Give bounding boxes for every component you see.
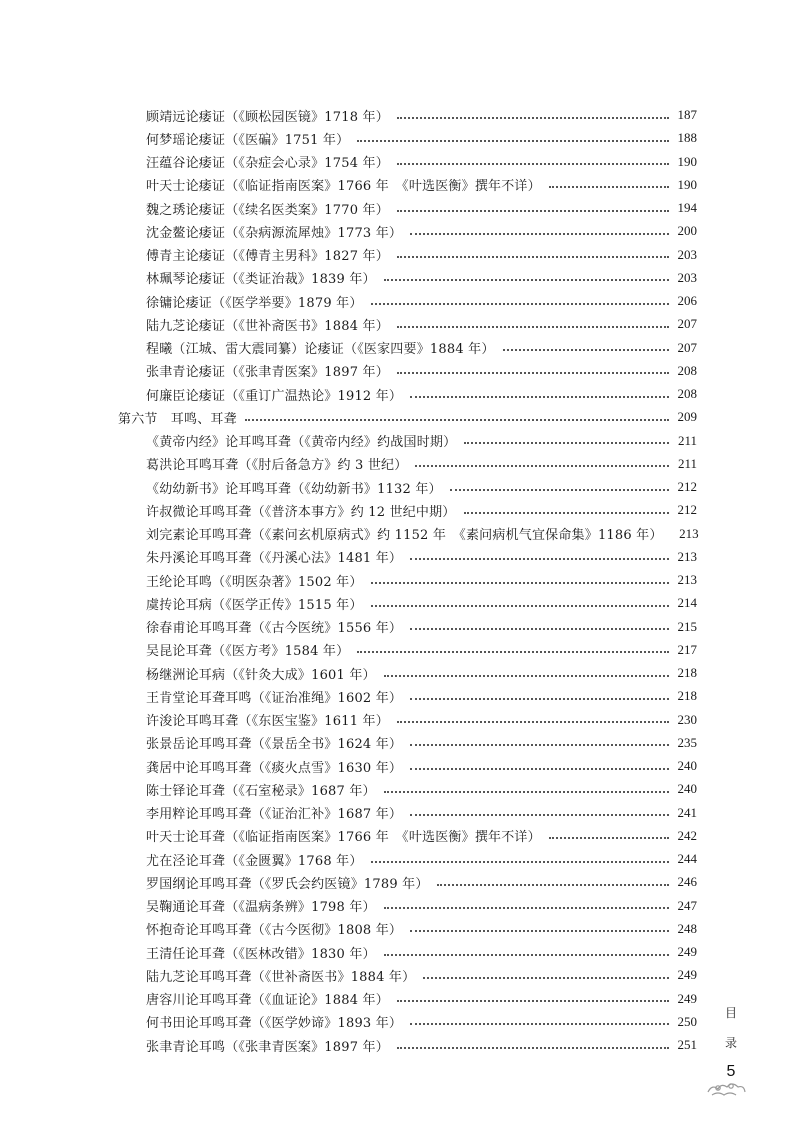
toc-entry-title: 罗国纲论耳鸣耳聋（《罗氏会约医镜》1789 年）	[146, 876, 429, 892]
toc-entry-page: 250	[677, 1013, 697, 1029]
toc-leader-dots	[384, 953, 669, 956]
toc-entry	[146, 1033, 697, 1057]
toc-entry-title: 张聿青论耳鸣（《张聿青医案》1897 年）	[146, 1039, 389, 1055]
toc-entry	[146, 452, 697, 476]
toc-leader-dots	[410, 697, 669, 700]
toc-entry-title: 许浚论耳鸣耳聋（《东医宝鉴》1611 年）	[146, 714, 389, 729]
toc-entry	[146, 754, 697, 778]
toc-entry-page: 215	[677, 618, 697, 634]
toc-entry-title: 李用粹论耳鸣耳聋（《证治汇补》1687 年）	[146, 807, 403, 822]
toc-leader-dots	[397, 1046, 669, 1049]
toc-leader-dots	[450, 488, 669, 491]
toc-entry-title: 何梦瑶论痿证（《医碥》1751 年）	[146, 132, 350, 148]
toc-leader-dots	[371, 302, 669, 305]
toc-leader-dots	[397, 371, 669, 374]
toc-leader-dots	[549, 185, 669, 188]
toc-leader-dots	[384, 906, 669, 909]
toc-leader-dots	[371, 581, 669, 584]
toc-entry-title: 唐容川论耳鸣耳聋（《血证论》1884 年）	[146, 993, 389, 1008]
toc-leader-dots	[357, 139, 669, 142]
toc-entry-page: 208	[677, 386, 697, 401]
toc-leader-dots	[415, 464, 669, 467]
toc-entry	[146, 522, 697, 546]
toc-entry-title: 陆九芝论耳鸣耳聋（《世补斋医书》1884 年）	[146, 969, 416, 985]
toc-entry-page: 240	[677, 781, 697, 797]
toc-entry-title: 怀抱奇论耳鸣耳聋（《古今医彻》1808 年）	[146, 923, 403, 939]
toc-leader-dots	[549, 836, 669, 839]
toc-entry	[146, 731, 697, 755]
toc-entry-page: 214	[677, 595, 697, 611]
toc-entry-page: 241	[677, 804, 697, 820]
toc-entry-title: 虞抟论耳病（《医学正传》1515 年）	[146, 597, 363, 613]
toc-entry-page: 217	[677, 641, 697, 657]
toc-entry	[146, 103, 697, 127]
toc-leader-dots	[384, 674, 669, 677]
toc-entry	[146, 824, 697, 848]
toc-entry	[146, 382, 697, 406]
toc-entry-title: 尤在泾论耳聋（《金匮翼》1768 年）	[146, 853, 363, 869]
toc-entry-page: 240	[677, 758, 697, 773]
toc-leader-dots	[397, 999, 669, 1002]
toc-entry-page: 211	[677, 432, 697, 448]
toc-entry	[146, 963, 697, 987]
toc-entry-page: 194	[677, 200, 697, 215]
toc-entry-title: 沈金鳌论痿证（《杂病源流犀烛》1773 年）	[146, 225, 403, 241]
toc-leader-dots	[410, 929, 669, 932]
toc-entry-page: 190	[677, 153, 697, 169]
toc-entry	[146, 196, 697, 220]
toc-leader-dots	[245, 418, 669, 421]
toc-entry	[146, 266, 697, 290]
toc-entry-page: 209	[677, 409, 697, 425]
toc-entry-page: 242	[677, 827, 697, 843]
toc-leader-dots	[410, 627, 669, 630]
toc-leader-dots	[437, 883, 669, 886]
toc-entry-title: 徐镛论痿证（《医学举要》1879 年）	[146, 295, 363, 311]
toc-entry-title: 顾靖远论痿证（《顾松园医镜》1718 年）	[146, 109, 389, 125]
toc-entry	[146, 312, 697, 336]
toc-leader-dots	[371, 604, 669, 607]
toc-entry-page: 203	[677, 269, 697, 285]
toc-entry-title: 王清任论耳聋（《医林改错》1830 年）	[146, 946, 376, 962]
toc-entry-title: 傅青主论痿证（《傅青主男科》1827 年）	[146, 249, 389, 264]
toc-entry-title: 陆九芝论痿证（《世补斋医书》1884 年）	[146, 318, 389, 334]
toc-entry-title: 杨继洲论耳病（《针灸大成》1601 年）	[146, 667, 376, 683]
toc-entry-page: 246	[677, 874, 697, 890]
toc-entry	[146, 1010, 697, 1034]
toc-leader-dots	[410, 232, 669, 235]
toc-entry	[146, 615, 697, 639]
toc-entry	[146, 684, 697, 708]
toc-entry	[146, 894, 697, 918]
toc-entry-title: 程曦（江城、雷大震同纂）论痿证（《医家四要》1884 年）	[146, 342, 495, 357]
cloud-ornament-icon	[704, 1076, 748, 1098]
toc-entry-page: 218	[677, 665, 697, 680]
toc-entry-title: 吴鞠通论耳聋（《温病条辨》1798 年）	[146, 900, 376, 915]
toc-entry-page: 206	[677, 293, 697, 308]
toc-entry-page: 230	[677, 711, 697, 727]
toc-entry-page: 218	[677, 688, 697, 704]
toc-entry-title: 吴昆论耳聋（《医方考》1584 年）	[146, 644, 350, 660]
toc-entry-page: 207	[677, 316, 697, 332]
toc-entry	[146, 429, 697, 453]
toc-leader-dots	[410, 767, 669, 770]
toc-entry-page: 212	[677, 502, 697, 518]
toc-entry-title: 《黄帝内经》论耳鸣耳聋（《黄帝内经》约战国时期）	[146, 435, 457, 450]
toc-entry-title: 何书田论耳鸣耳聋（《医学妙谛》1893 年）	[146, 1016, 403, 1032]
page-number: 5	[726, 1063, 736, 1080]
toc-entry-title: 王肯堂论耳聋耳鸣（《证治准绳》1602 年）	[146, 690, 403, 706]
toc-entry-page: 211	[677, 455, 697, 471]
toc-entry	[146, 638, 697, 662]
toc-entry	[146, 870, 697, 894]
toc-entry-page: 244	[677, 851, 697, 866]
toc-entry	[146, 475, 697, 499]
toc-leader-dots	[464, 511, 669, 514]
toc-leader-dots	[397, 209, 669, 212]
toc-entry	[146, 940, 697, 964]
toc-leader-dots	[410, 557, 669, 560]
toc-entry-page: 247	[677, 897, 697, 913]
toc-entry	[146, 545, 697, 569]
side-label-mu: 目	[724, 1006, 737, 1020]
toc-entry-page: 249	[677, 967, 697, 983]
toc-leader-dots	[397, 162, 669, 165]
toc-leader-dots	[410, 813, 669, 816]
toc-entry-title: 张景岳论耳鸣耳聋（《景岳全书》1624 年）	[146, 737, 403, 753]
toc-entry	[146, 359, 697, 383]
toc-entry	[146, 126, 697, 150]
toc-entry	[146, 336, 697, 360]
toc-leader-dots	[410, 1022, 669, 1025]
toc-entry-page: 200	[677, 223, 697, 239]
toc-leader-dots	[397, 116, 669, 119]
toc-entry-title: 陈士铎论耳聋（《石室秘录》1687 年）	[146, 783, 376, 799]
toc-entry-page: 188	[677, 130, 697, 146]
toc-entry	[146, 917, 697, 941]
toc-leader-dots	[423, 976, 669, 979]
toc-leader-dots	[410, 395, 669, 398]
toc-entry-title: 许叔微论耳鸣耳聋（《普济本事方》约 12 世纪中期）	[146, 504, 456, 520]
toc-entry	[146, 498, 697, 522]
toc-entry	[146, 173, 697, 197]
toc-entry-page: 249	[677, 990, 697, 1006]
toc-entry-title: 叶天士论痿证（《临证指南医案》1766 年 《叶选医衡》撰年不详）	[146, 179, 541, 195]
toc-leader-dots	[397, 720, 669, 723]
toc-entry-page: 248	[677, 920, 697, 936]
toc-section-heading	[118, 405, 697, 429]
toc-entry	[146, 568, 697, 592]
toc-entry-title: 龚居中论耳鸣耳聋（《痰火点雪》1630 年）	[146, 760, 403, 776]
toc-entry	[146, 243, 697, 267]
toc-leader-dots	[397, 255, 669, 258]
toc-entry	[146, 801, 697, 825]
toc-entry	[146, 777, 697, 801]
toc-entry-title: 《幼幼新书》论耳鸣耳聋（《幼幼新书》1132 年）	[146, 481, 442, 497]
toc-entry-title: 汪蕴谷论痿证（《杂症会心录》1754 年）	[146, 156, 389, 171]
toc-entry-page: 208	[677, 362, 697, 378]
toc-leader-dots	[464, 441, 669, 444]
toc-entry	[146, 847, 697, 871]
toc-entry	[146, 150, 697, 174]
toc-entry-page: 212	[677, 479, 697, 494]
toc-entry-title: 朱丹溪论耳鸣耳聋（《丹溪心法》1481 年）	[146, 551, 403, 567]
toc-entry-title: 第六节 耳鸣、耳聋	[118, 411, 237, 427]
toc-entry	[146, 708, 697, 732]
toc-entry	[146, 219, 697, 243]
toc-leader-dots	[384, 278, 669, 281]
toc-leader-dots	[371, 860, 669, 863]
toc-entry	[146, 661, 697, 685]
toc-entry-page: 213	[679, 525, 699, 541]
toc-leader-dots	[503, 348, 669, 351]
toc-entry-title: 何廉臣论痿证（《重订广温热论》1912 年）	[146, 388, 403, 404]
toc-entry-page: 213	[677, 548, 697, 564]
toc-entry-page: 249	[677, 944, 697, 959]
toc-leader-dots	[410, 743, 669, 746]
toc-entry-title: 魏之琇论痿证（《续名医类案》1770 年）	[146, 202, 389, 218]
toc-entry-page: 203	[677, 246, 697, 262]
toc-entry-title: 徐春甫论耳鸣耳聋（《古今医统》1556 年）	[146, 621, 403, 636]
toc-entry-title: 刘完素论耳鸣耳聋（《素问玄机原病式》约 1152 年 《素问病机气宜保命集》1186 年）	[146, 528, 663, 543]
toc-entry-title: 王纶论耳鸣（《明医杂著》1502 年）	[146, 574, 363, 590]
toc-leader-dots	[384, 790, 669, 793]
toc-entry	[146, 591, 697, 615]
toc-entry-page: 190	[677, 176, 697, 192]
toc-entry-page: 213	[677, 572, 697, 587]
toc-entry-title: 张聿青论痿证（《张聿青医案》1897 年）	[146, 365, 389, 381]
toc-entry-page: 187	[677, 107, 697, 122]
side-label-lu: 录	[724, 1036, 737, 1050]
toc-entry-title: 林珮琴论痿证（《类证治裁》1839 年）	[146, 272, 376, 288]
toc-leader-dots	[357, 650, 669, 653]
toc-leader-dots	[397, 325, 669, 328]
toc-entry-page: 251	[677, 1037, 697, 1052]
toc-entry	[146, 987, 697, 1011]
toc-entry-title: 叶天士论耳聋（《临证指南医案》1766 年 《叶选医衡》撰年不详）	[146, 830, 541, 846]
toc-entry-page: 235	[677, 734, 697, 750]
toc-entry-page: 207	[677, 339, 697, 355]
toc-entry	[146, 289, 697, 313]
toc-entry-title: 葛洪论耳鸣耳聋（《肘后备急方》约 3 世纪）	[146, 458, 408, 474]
